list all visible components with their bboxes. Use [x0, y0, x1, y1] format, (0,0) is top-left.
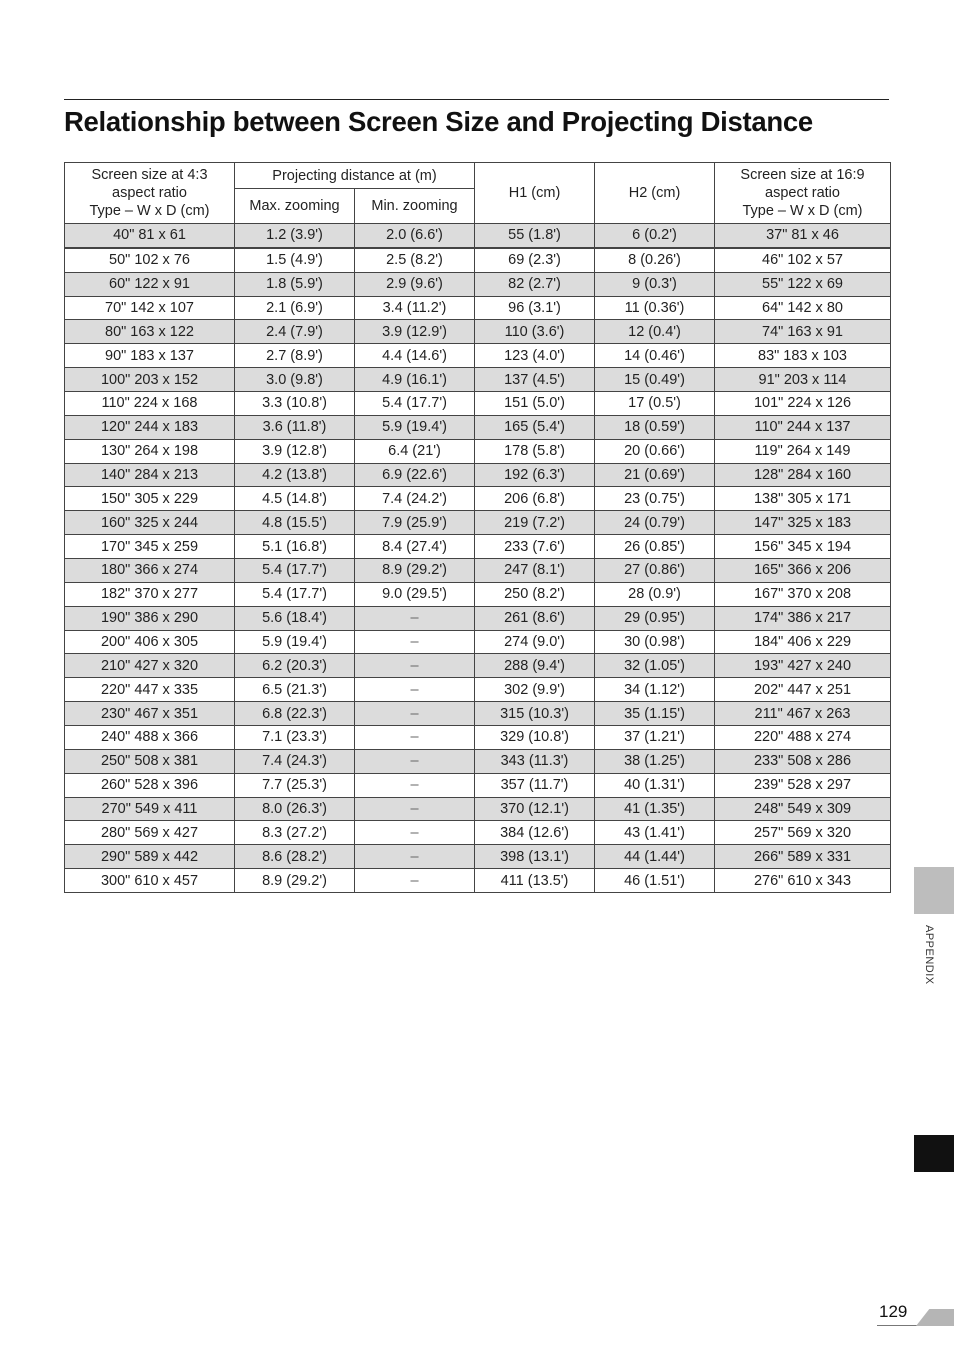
header-line: Screen size at 4:3 — [91, 167, 208, 183]
cell-min-zooming: 7.9 (25.9') — [355, 511, 475, 535]
cell-screen-size-4-3: 180" 366 x 274 — [65, 559, 235, 583]
cell-max-zooming: 3.0 (9.8') — [235, 368, 355, 392]
cell-h1: 151 (5.0') — [475, 392, 595, 416]
table-row — [65, 749, 891, 773]
cell-h2: 38 (1.25') — [595, 749, 715, 773]
table-row — [65, 630, 891, 654]
header-screen-size-16-9 — [715, 163, 891, 224]
header-h2: H2 (cm) — [595, 163, 715, 224]
cell-min-zooming: – — [355, 630, 475, 654]
cell-max-zooming: 6.2 (20.3') — [235, 654, 355, 678]
cell-min-zooming: 4.4 (14.6') — [355, 344, 475, 368]
cell-h2: 43 (1.41') — [595, 821, 715, 845]
cell-screen-size-4-3: 260" 528 x 396 — [65, 773, 235, 797]
table-row — [65, 439, 891, 463]
table-header — [65, 163, 891, 224]
table-row — [65, 463, 891, 487]
cell-h1: 178 (5.8') — [475, 439, 595, 463]
page-number: 129 — [879, 1302, 908, 1321]
cell-h1: 329 (10.8') — [475, 726, 595, 750]
cell-screen-size-16-9: 37" 81 x 46 — [715, 224, 891, 248]
cell-max-zooming: 3.6 (11.8') — [235, 415, 355, 439]
cell-screen-size-4-3: 280" 569 x 427 — [65, 821, 235, 845]
cell-h1: 110 (3.6') — [475, 320, 595, 344]
cell-min-zooming: 3.9 (12.9') — [355, 320, 475, 344]
cell-screen-size-4-3: 160" 325 x 244 — [65, 511, 235, 535]
cell-h1: 315 (10.3') — [475, 702, 595, 726]
header-line: Type – W x D (cm) — [89, 203, 210, 219]
cell-min-zooming: 4.9 (16.1') — [355, 368, 475, 392]
cell-screen-size-4-3: 210" 427 x 320 — [65, 654, 235, 678]
table-row — [65, 797, 891, 821]
cell-screen-size-16-9: 101" 224 x 126 — [715, 392, 891, 416]
cell-max-zooming: 8.0 (26.3') — [235, 797, 355, 821]
cell-h1: 274 (9.0') — [475, 630, 595, 654]
cell-h1: 233 (7.6') — [475, 535, 595, 559]
cell-screen-size-4-3: 120" 244 x 183 — [65, 415, 235, 439]
cell-max-zooming: 4.8 (15.5') — [235, 511, 355, 535]
cell-screen-size-16-9: 257" 569 x 320 — [715, 821, 891, 845]
table-row — [65, 821, 891, 845]
cell-screen-size-16-9: 156" 345 x 194 — [715, 535, 891, 559]
header-max-zooming: Max. zooming — [235, 189, 355, 224]
cell-screen-size-16-9: 55" 122 x 69 — [715, 272, 891, 296]
header-h1: H1 (cm) — [475, 163, 595, 224]
cell-max-zooming: 8.9 (29.2') — [235, 869, 355, 893]
cell-max-zooming: 1.5 (4.9') — [235, 248, 355, 272]
cell-h1: 370 (12.1') — [475, 797, 595, 821]
table-row — [65, 511, 891, 535]
header-screen-size-4-3 — [65, 163, 235, 224]
cell-screen-size-4-3: 50" 102 x 76 — [65, 248, 235, 272]
cell-h2: 9 (0.3') — [595, 272, 715, 296]
cell-screen-size-4-3: 110" 224 x 168 — [65, 392, 235, 416]
cell-max-zooming: 8.6 (28.2') — [235, 845, 355, 869]
header-line: aspect ratio — [112, 185, 187, 201]
cell-min-zooming: 7.4 (24.2') — [355, 487, 475, 511]
cell-h1: 247 (8.1') — [475, 559, 595, 583]
cell-screen-size-4-3: 170" 345 x 259 — [65, 535, 235, 559]
table-row — [65, 535, 891, 559]
table-row — [65, 368, 891, 392]
header-projecting-distance: Projecting distance at (m) — [235, 163, 475, 189]
cell-h2: 32 (1.05') — [595, 654, 715, 678]
cell-min-zooming: 2.0 (6.6') — [355, 224, 475, 248]
cell-h2: 34 (1.12') — [595, 678, 715, 702]
table-row — [65, 559, 891, 583]
cell-min-zooming: – — [355, 678, 475, 702]
cell-max-zooming: 4.2 (13.8') — [235, 463, 355, 487]
cell-screen-size-4-3: 300" 610 x 457 — [65, 869, 235, 893]
cell-min-zooming: – — [355, 702, 475, 726]
cell-h2: 41 (1.35') — [595, 797, 715, 821]
cell-max-zooming: 6.5 (21.3') — [235, 678, 355, 702]
cell-max-zooming: 2.7 (8.9') — [235, 344, 355, 368]
cell-screen-size-16-9: 220" 488 x 274 — [715, 726, 891, 750]
cell-min-zooming: 9.0 (29.5') — [355, 582, 475, 606]
cell-min-zooming: 3.4 (11.2') — [355, 296, 475, 320]
table-row — [65, 773, 891, 797]
cell-screen-size-4-3: 70" 142 x 107 — [65, 296, 235, 320]
cell-max-zooming: 1.8 (5.9') — [235, 272, 355, 296]
table-row — [65, 224, 891, 248]
cell-h2: 29 (0.95') — [595, 606, 715, 630]
cell-h1: 123 (4.0') — [475, 344, 595, 368]
cell-max-zooming: 8.3 (27.2') — [235, 821, 355, 845]
cell-min-zooming: 6.4 (21') — [355, 439, 475, 463]
table-row — [65, 678, 891, 702]
table-row — [65, 296, 891, 320]
cell-screen-size-16-9: 276" 610 x 343 — [715, 869, 891, 893]
cell-screen-size-16-9: 128" 284 x 160 — [715, 463, 891, 487]
cell-min-zooming: – — [355, 726, 475, 750]
cell-max-zooming: 6.8 (22.3') — [235, 702, 355, 726]
cell-screen-size-16-9: 248" 549 x 309 — [715, 797, 891, 821]
cell-screen-size-16-9: 202" 447 x 251 — [715, 678, 891, 702]
cell-h1: 165 (5.4') — [475, 415, 595, 439]
cell-screen-size-16-9: 83" 183 x 103 — [715, 344, 891, 368]
cell-screen-size-4-3: 230" 467 x 351 — [65, 702, 235, 726]
cell-max-zooming: 5.9 (19.4') — [235, 630, 355, 654]
cell-screen-size-4-3: 270" 549 x 411 — [65, 797, 235, 821]
cell-h1: 219 (7.2') — [475, 511, 595, 535]
cell-h2: 8 (0.26') — [595, 248, 715, 272]
table-row — [65, 392, 891, 416]
header-min-zooming: Min. zooming — [355, 189, 475, 224]
cell-max-zooming: 7.7 (25.3') — [235, 773, 355, 797]
cell-screen-size-4-3: 190" 386 x 290 — [65, 606, 235, 630]
cell-h1: 96 (3.1') — [475, 296, 595, 320]
side-tab-grey — [914, 867, 954, 914]
cell-max-zooming: 4.5 (14.8') — [235, 487, 355, 511]
cell-screen-size-16-9: 138" 305 x 171 — [715, 487, 891, 511]
cell-screen-size-16-9: 74" 163 x 91 — [715, 320, 891, 344]
cell-screen-size-16-9: 91" 203 x 114 — [715, 368, 891, 392]
cell-min-zooming: 5.4 (17.7') — [355, 392, 475, 416]
cell-h2: 15 (0.49') — [595, 368, 715, 392]
cell-screen-size-16-9: 110" 244 x 137 — [715, 415, 891, 439]
cell-screen-size-16-9: 147" 325 x 183 — [715, 511, 891, 535]
cell-min-zooming: 8.9 (29.2') — [355, 559, 475, 583]
header-line: Type – W x D (cm) — [742, 203, 863, 219]
cell-min-zooming: – — [355, 821, 475, 845]
cell-max-zooming: 3.3 (10.8') — [235, 392, 355, 416]
cell-screen-size-4-3: 130" 264 x 198 — [65, 439, 235, 463]
cell-h1: 192 (6.3') — [475, 463, 595, 487]
cell-screen-size-16-9: 184" 406 x 229 — [715, 630, 891, 654]
cell-screen-size-16-9: 46" 102 x 57 — [715, 248, 891, 272]
cell-screen-size-4-3: 150" 305 x 229 — [65, 487, 235, 511]
cell-max-zooming: 1.2 (3.9') — [235, 224, 355, 248]
cell-screen-size-4-3: 40" 81 x 61 — [65, 224, 235, 248]
cell-screen-size-4-3: 60" 122 x 91 — [65, 272, 235, 296]
cell-screen-size-16-9: 193" 427 x 240 — [715, 654, 891, 678]
cell-h2: 11 (0.36') — [595, 296, 715, 320]
cell-screen-size-4-3: 182" 370 x 277 — [65, 582, 235, 606]
cell-h2: 27 (0.86') — [595, 559, 715, 583]
cell-screen-size-4-3: 90" 183 x 137 — [65, 344, 235, 368]
cell-h1: 261 (8.6') — [475, 606, 595, 630]
cell-h1: 398 (13.1') — [475, 845, 595, 869]
cell-screen-size-4-3: 250" 508 x 381 — [65, 749, 235, 773]
cell-h1: 288 (9.4') — [475, 654, 595, 678]
cell-h1: 343 (11.3') — [475, 749, 595, 773]
cell-min-zooming: 2.5 (8.2') — [355, 248, 475, 272]
cell-screen-size-4-3: 100" 203 x 152 — [65, 368, 235, 392]
cell-h1: 55 (1.8') — [475, 224, 595, 248]
cell-h2: 20 (0.66') — [595, 439, 715, 463]
table-row — [65, 702, 891, 726]
table-row — [65, 869, 891, 893]
side-tab-label: APPENDIX — [923, 925, 935, 985]
cell-h1: 411 (13.5') — [475, 869, 595, 893]
cell-screen-size-16-9: 174" 386 x 217 — [715, 606, 891, 630]
cell-h2: 17 (0.5') — [595, 392, 715, 416]
cell-h2: 21 (0.69') — [595, 463, 715, 487]
title-rule — [64, 99, 889, 100]
cell-screen-size-16-9: 211" 467 x 263 — [715, 702, 891, 726]
cell-screen-size-16-9: 266" 589 x 331 — [715, 845, 891, 869]
table-row — [65, 606, 891, 630]
cell-h2: 24 (0.79') — [595, 511, 715, 535]
cell-max-zooming: 2.4 (7.9') — [235, 320, 355, 344]
cell-screen-size-16-9: 64" 142 x 80 — [715, 296, 891, 320]
header-line: aspect ratio — [765, 185, 840, 201]
cell-h2: 35 (1.15') — [595, 702, 715, 726]
cell-screen-size-4-3: 240" 488 x 366 — [65, 726, 235, 750]
cell-h2: 12 (0.4') — [595, 320, 715, 344]
cell-min-zooming: – — [355, 606, 475, 630]
cell-max-zooming: 5.1 (16.8') — [235, 535, 355, 559]
cell-min-zooming: – — [355, 773, 475, 797]
cell-screen-size-16-9: 233" 508 x 286 — [715, 749, 891, 773]
table-row — [65, 248, 891, 272]
table-row — [65, 272, 891, 296]
cell-h1: 206 (6.8') — [475, 487, 595, 511]
cell-h1: 302 (9.9') — [475, 678, 595, 702]
cell-h1: 82 (2.7') — [475, 272, 595, 296]
header-line: Screen size at 16:9 — [740, 167, 865, 183]
page-title: Relationship between Screen Size and Projecting Distance — [64, 106, 813, 137]
cell-min-zooming: 2.9 (9.6') — [355, 272, 475, 296]
cell-min-zooming: – — [355, 797, 475, 821]
table-row — [65, 487, 891, 511]
cell-max-zooming: 5.4 (17.7') — [235, 582, 355, 606]
table-row — [65, 320, 891, 344]
cell-min-zooming: 8.4 (27.4') — [355, 535, 475, 559]
cell-min-zooming: – — [355, 749, 475, 773]
cell-h2: 30 (0.98') — [595, 630, 715, 654]
page-corner-wedge — [916, 1309, 954, 1326]
cell-h2: 37 (1.21') — [595, 726, 715, 750]
cell-screen-size-4-3: 200" 406 x 305 — [65, 630, 235, 654]
cell-min-zooming: 6.9 (22.6') — [355, 463, 475, 487]
cell-max-zooming: 5.6 (18.4') — [235, 606, 355, 630]
cell-screen-size-4-3: 80" 163 x 122 — [65, 320, 235, 344]
cell-screen-size-4-3: 140" 284 x 213 — [65, 463, 235, 487]
cell-h2: 44 (1.44') — [595, 845, 715, 869]
cell-h1: 357 (11.7') — [475, 773, 595, 797]
cell-screen-size-4-3: 220" 447 x 335 — [65, 678, 235, 702]
cell-screen-size-16-9: 239" 528 x 297 — [715, 773, 891, 797]
cell-h1: 384 (12.6') — [475, 821, 595, 845]
cell-max-zooming: 7.1 (23.3') — [235, 726, 355, 750]
screen-distance-table — [64, 162, 891, 893]
cell-screen-size-16-9: 167" 370 x 208 — [715, 582, 891, 606]
table-row — [65, 654, 891, 678]
cell-screen-size-16-9: 119" 264 x 149 — [715, 439, 891, 463]
cell-h1: 137 (4.5') — [475, 368, 595, 392]
cell-screen-size-16-9: 165" 366 x 206 — [715, 559, 891, 583]
cell-screen-size-4-3: 290" 589 x 442 — [65, 845, 235, 869]
cell-min-zooming: 5.9 (19.4') — [355, 415, 475, 439]
table-row — [65, 415, 891, 439]
page-number-rule — [877, 1325, 917, 1326]
cell-h2: 46 (1.51') — [595, 869, 715, 893]
cell-h1: 250 (8.2') — [475, 582, 595, 606]
cell-h2: 14 (0.46') — [595, 344, 715, 368]
cell-min-zooming: – — [355, 845, 475, 869]
side-tab-black — [914, 1135, 954, 1172]
table-body — [65, 224, 891, 893]
table-row — [65, 344, 891, 368]
table-row — [65, 582, 891, 606]
cell-h1: 69 (2.3') — [475, 248, 595, 272]
cell-h2: 23 (0.75') — [595, 487, 715, 511]
cell-min-zooming: – — [355, 869, 475, 893]
table-row — [65, 726, 891, 750]
cell-max-zooming: 3.9 (12.8') — [235, 439, 355, 463]
cell-max-zooming: 2.1 (6.9') — [235, 296, 355, 320]
cell-min-zooming: – — [355, 654, 475, 678]
cell-h2: 18 (0.59') — [595, 415, 715, 439]
cell-h2: 40 (1.31') — [595, 773, 715, 797]
table-row — [65, 845, 891, 869]
cell-max-zooming: 5.4 (17.7') — [235, 559, 355, 583]
cell-max-zooming: 7.4 (24.3') — [235, 749, 355, 773]
cell-h2: 28 (0.9') — [595, 582, 715, 606]
cell-h2: 26 (0.85') — [595, 535, 715, 559]
cell-h2: 6 (0.2') — [595, 224, 715, 248]
